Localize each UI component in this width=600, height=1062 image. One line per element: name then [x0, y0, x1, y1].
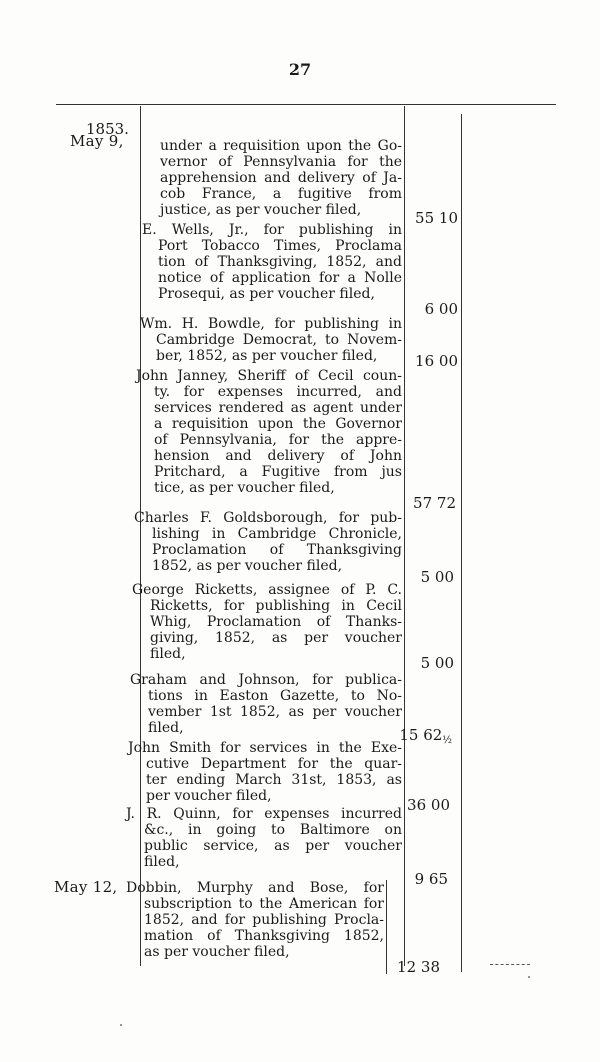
page-speck [120, 1024, 122, 1026]
entry-line: filed, [144, 854, 180, 870]
date-column-rule [140, 106, 141, 966]
amount-fraction: ½ [442, 735, 452, 746]
entry-line: tice, as per voucher filed, [154, 480, 335, 496]
entry-line: filed, [148, 720, 184, 736]
entry-line: Pritchard, a Fugitive from jus [154, 464, 402, 480]
entry-line: subscription to the American for [144, 896, 384, 912]
entry-line: &c., in going to Baltimore on [144, 822, 402, 838]
entry-amount: 5 00 [420, 654, 454, 672]
date-may-9: May 9, [70, 132, 124, 150]
entry-line: Prosequi, as per voucher filed, [158, 286, 375, 302]
entry-line: services rendered as agent under [154, 400, 402, 416]
amount-rule-bottom [386, 880, 387, 974]
entry-amount: 12 38 [397, 958, 440, 976]
entry-line: Ricketts, for publishing in Cecil [150, 598, 402, 614]
entry-line: cutive Department for the quar- [146, 756, 402, 772]
entry-line: filed, [150, 646, 186, 662]
entry-line: Charles F. Goldsborough, for pub- [134, 510, 402, 526]
entry-line: 1852, as per voucher filed, [152, 558, 343, 574]
entry-line: mation of Thanksgiving 1852, [144, 928, 384, 944]
entry-line: under a requisition upon the Go- [160, 138, 402, 154]
entry-line: J. R. Quinn, for expenses incurred [126, 806, 402, 822]
entry-amount: 16 00 [415, 352, 458, 370]
entry-line: John Janney, Sheriff of Cecil coun- [136, 368, 402, 384]
entry-line: Wm. H. Bowdle, for publishing in [140, 316, 402, 332]
entry-line: Whig, Proclamation of Thanks- [150, 614, 402, 630]
entry-line: hension and delivery of John [154, 448, 402, 464]
entry-line: tion of Thanksgiving, 1852, and [158, 254, 402, 270]
entry-amount: 9 65 [414, 870, 448, 888]
entry-line: public service, as per voucher [144, 838, 402, 854]
entry-line: vernor of Pennsylvania for the [160, 154, 402, 170]
entry-line: Port Tobacco Times, Proclama [158, 238, 402, 254]
entry-line: Dobbin, Murphy and Bose, for [126, 880, 384, 896]
top-rule [56, 104, 556, 105]
entry-line: as per voucher filed, [144, 944, 290, 960]
amount-main: 15 62 [399, 726, 443, 744]
entry-line: giving, 1852, as per voucher [150, 630, 402, 646]
entry-line: 1852, and for publishing Procla- [144, 912, 384, 928]
entry-line: ber, 1852, as per voucher filed, [156, 348, 378, 364]
entry-line: apprehension and delivery of Ja- [160, 170, 402, 186]
entry-line: Cambridge Democrat, to Novem- [156, 332, 402, 348]
entry-line: per voucher filed, [146, 788, 272, 804]
entry-amount: 6 00 [424, 300, 458, 318]
entry-line: John Smith for services in the Exe- [128, 740, 402, 756]
entry-line: notice of application for a Nolle [158, 270, 402, 286]
entry-line: a requisition upon the Governor [154, 416, 402, 432]
entry-line: George Ricketts, assignee of P. C. [132, 582, 402, 598]
amount-column-rule-right [461, 114, 462, 972]
entry-line: justice, as per voucher filed, [160, 202, 362, 218]
entry-amount: 57 72 [413, 494, 456, 512]
trailing-dash [490, 964, 530, 966]
entry-amount: 5 00 [420, 568, 454, 586]
year-label: 1853. [86, 120, 129, 138]
entry-amount: 36 00 [407, 796, 450, 814]
amount-column-rule-left [404, 106, 405, 966]
entry-line: lishing in Cambridge Chronicle, [152, 526, 402, 542]
entry-line: ter ending March 31st, 1853, as [146, 772, 402, 788]
entry-line: of Pennsylvania, for the appre- [154, 432, 402, 448]
entry-amount: 55 10 [415, 209, 458, 227]
entry-line: Proclamation of Thanksgiving [152, 542, 402, 558]
entry-line: ty. for expenses incurred, and [154, 384, 402, 400]
page-number: 27 [288, 60, 312, 79]
entry-line: tions in Easton Gazette, to No- [148, 688, 402, 704]
entry-line: E. Wells, Jr., for publishing in [142, 222, 402, 238]
entry-line: cob France, a fugitive from [160, 186, 402, 202]
entry-line: Graham and Johnson, for publica- [130, 672, 402, 688]
entry-line: vember 1st 1852, as per voucher [148, 704, 402, 720]
page-speck [528, 976, 530, 978]
date-may-12: May 12, [54, 878, 118, 896]
